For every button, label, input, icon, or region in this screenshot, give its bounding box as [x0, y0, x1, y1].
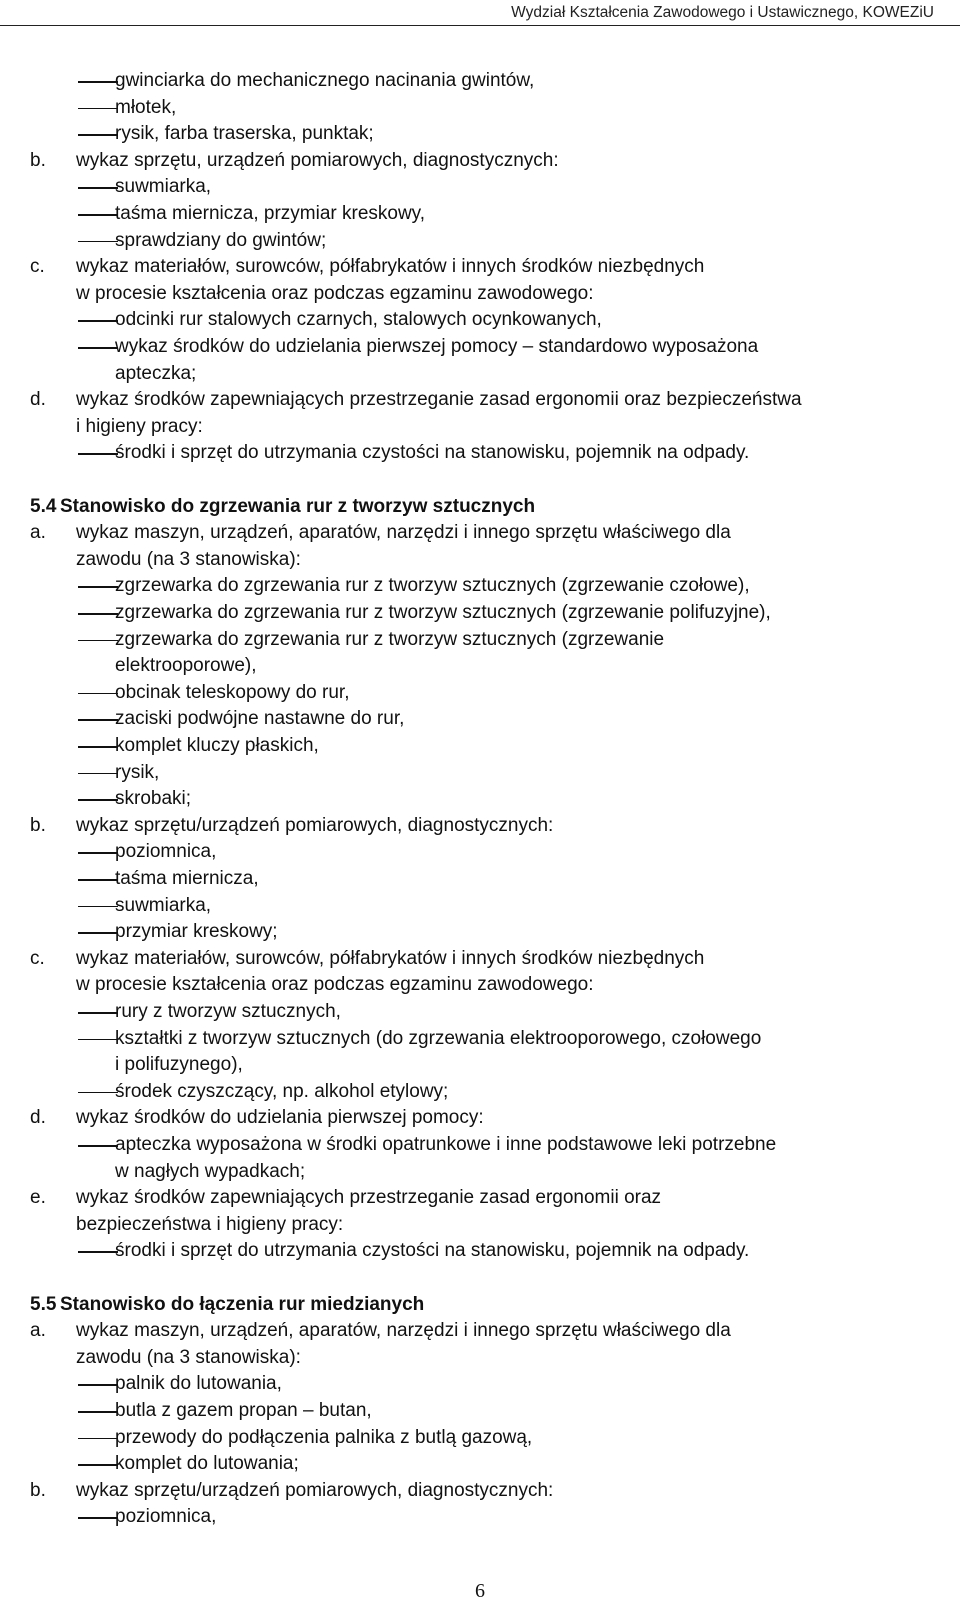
- document-line: [0, 307, 960, 333]
- list-marker: b.: [30, 149, 46, 171]
- document-line: [0, 414, 960, 440]
- document-line: [0, 1451, 960, 1477]
- dash-bullet: [78, 1438, 118, 1440]
- continuation-text: w nagłych wypadkach;: [115, 1160, 306, 1182]
- list-item-text: wykaz materiałów, surowców, półfabrykatów i innych środków niezbędnych: [76, 256, 705, 278]
- list-item-text: rysik, farba traserska, punktak;: [115, 123, 374, 145]
- continuation-text: zawodu (na 3 stanowiska):: [76, 1346, 301, 1368]
- dash-bullet: [78, 719, 118, 721]
- document-line: [0, 440, 960, 466]
- list-item-text: zgrzewarka do zgrzewania rur z tworzyw sztucznych (zgrzewanie polifuzyjne),: [115, 602, 771, 623]
- list-item-text: rysik,: [115, 761, 160, 783]
- dash-bullet: [78, 932, 118, 934]
- list-item-text: wykaz materiałów, surowców, półfabrykatów i innych środków niezbędnych: [76, 947, 705, 969]
- document-line: [0, 733, 960, 759]
- list-item-text: wykaz środków zapewniających przestrzeganie zasad ergonomii oraz bezpieczeństwa: [76, 389, 802, 411]
- continuation-text: bezpieczeństwa i higieny pracy:: [76, 1213, 344, 1235]
- continuation-text: i higieny pracy:: [76, 415, 203, 437]
- list-marker: d.: [30, 389, 46, 411]
- list-item-text: środki i sprzęt do utrzymania czystości na stanowisku, pojemnik na odpady.: [115, 442, 750, 464]
- list-marker: c.: [30, 256, 45, 278]
- document-line: [0, 68, 960, 94]
- list-item-text: wykaz sprzętu/urządzeń pomiarowych, diagnostycznych:: [76, 1479, 554, 1501]
- document-line: [0, 148, 960, 174]
- list-item-text: kształtki z tworzyw sztucznych (do zgrzewania elektrooporowego, czołowego: [115, 1027, 762, 1049]
- dash-bullet: [78, 214, 118, 216]
- dash-bullet: [78, 773, 118, 775]
- continuation-text: elektrooporowe),: [115, 655, 257, 677]
- list-item-text: obcinak teleskopowy do rur,: [115, 681, 350, 703]
- list-item-text: gwinciarka do mechanicznego nacinania gwintów,: [115, 70, 535, 91]
- list-marker: c.: [30, 947, 45, 969]
- list-item-text: komplet do lutowania;: [115, 1453, 299, 1475]
- dash-bullet: [78, 1012, 118, 1014]
- document-line: [0, 1238, 960, 1264]
- list-item-text: wykaz sprzętu/urządzeń pomiarowych, diagnostycznych:: [76, 814, 554, 836]
- section-number: 5.4: [30, 495, 57, 517]
- list-item-text: przewody do podłączenia palnika z butlą gazową,: [115, 1426, 533, 1448]
- section-number: 5.5: [30, 1293, 57, 1315]
- dash-bullet: [78, 693, 118, 695]
- continuation-text: zawodu (na 3 stanowiska):: [76, 548, 301, 570]
- document-line: [0, 760, 960, 786]
- document-line: [0, 95, 960, 121]
- list-item-text: poziomnica,: [115, 1506, 217, 1528]
- list-item-text: zgrzewarka do zgrzewania rur z tworzyw sztucznych (zgrzewanie: [115, 628, 665, 650]
- list-item-text: taśma miernicza, przymiar kreskowy,: [115, 203, 426, 224]
- document-line: [0, 121, 960, 147]
- list-marker: b.: [30, 1479, 46, 1501]
- document-line: [0, 1132, 960, 1158]
- list-item-text: młotek,: [115, 96, 177, 118]
- document-line: [0, 547, 960, 573]
- dash-bullet: [78, 453, 118, 455]
- document-line: [0, 254, 960, 280]
- document-line: [0, 946, 960, 972]
- section-heading: [0, 494, 960, 520]
- document-line: [0, 706, 960, 732]
- list-item-text: wykaz sprzętu, urządzeń pomiarowych, diagnostycznych:: [76, 149, 559, 171]
- list-item-text: butla z gazem propan – butan,: [115, 1400, 372, 1421]
- dash-bullet: [78, 586, 118, 588]
- dash-bullet: [78, 799, 118, 801]
- list-item-text: zgrzewarka do zgrzewania rur z tworzyw sztucznych (zgrzewanie czołowe),: [115, 575, 750, 597]
- document-line: [0, 334, 960, 360]
- continuation-text: apteczka;: [115, 362, 197, 384]
- list-item-text: palnik do lutowania,: [115, 1373, 282, 1395]
- dash-bullet: [78, 241, 118, 243]
- document-line: [0, 573, 960, 599]
- list-item-text: suwmiarka,: [115, 894, 212, 916]
- dash-bullet: [78, 1384, 118, 1386]
- dash-bullet: [78, 746, 118, 748]
- document-line: [0, 387, 960, 413]
- document-line: [0, 1026, 960, 1052]
- list-item-text: suwmiarka,: [115, 176, 212, 198]
- dash-bullet: [78, 320, 118, 322]
- document-line: [0, 1425, 960, 1451]
- list-marker: d.: [30, 1107, 46, 1129]
- document-line: [0, 1079, 960, 1105]
- blank-line: [0, 467, 960, 493]
- list-marker: a.: [30, 522, 46, 544]
- dash-bullet: [78, 187, 118, 189]
- dash-bullet: [78, 1092, 118, 1094]
- dash-bullet: [78, 613, 118, 615]
- dash-bullet: [78, 81, 118, 83]
- dash-bullet: [78, 640, 118, 642]
- running-header: Wydział Kształcenia Zawodowego i Ustawicznego, KOWEZiU: [511, 4, 934, 21]
- list-marker: a.: [30, 1320, 46, 1342]
- document-line: [0, 361, 960, 387]
- dash-bullet: [78, 347, 118, 349]
- list-item-text: komplet kluczy płaskich,: [115, 735, 319, 756]
- document-line: [0, 893, 960, 919]
- document-line: [0, 281, 960, 307]
- dash-bullet: [78, 108, 118, 110]
- continuation-text: i polifuzynego),: [115, 1054, 243, 1076]
- document-line: [0, 1478, 960, 1504]
- document-line: [0, 1052, 960, 1078]
- section-title: Stanowisko do łączenia rur miedzianych: [60, 1293, 425, 1315]
- continuation-text: w procesie kształcenia oraz podczas egzaminu zawodowego:: [76, 974, 594, 996]
- document-line: [0, 1345, 960, 1371]
- list-item-text: sprawdziany do gwintów;: [115, 229, 327, 251]
- document-line: [0, 919, 960, 945]
- dash-bullet: [78, 1411, 118, 1413]
- document-line: [0, 1318, 960, 1344]
- document-line: [0, 174, 960, 200]
- blank-line: [0, 1265, 960, 1291]
- document-line: [0, 786, 960, 812]
- document-line: [0, 1105, 960, 1131]
- header-rule: [0, 25, 960, 26]
- document-line: [0, 228, 960, 254]
- document-line: [0, 600, 960, 626]
- document-line: [0, 1185, 960, 1211]
- dash-bullet: [78, 906, 118, 908]
- list-item-text: apteczka wyposażona w środki opatrunkowe i inne podstawowe leki potrzebne: [115, 1134, 777, 1155]
- page-number: 6: [475, 1580, 485, 1602]
- document-line: [0, 1159, 960, 1185]
- document-line: [0, 1371, 960, 1397]
- document-line: [0, 813, 960, 839]
- list-item-text: poziomnica,: [115, 841, 217, 863]
- document-line: [0, 680, 960, 706]
- document-line: [0, 866, 960, 892]
- list-item-text: wykaz maszyn, urządzeń, aparatów, narzędzi i innego sprzętu właściwego dla: [76, 522, 731, 544]
- list-item-text: zaciski podwójne nastawne do rur,: [115, 708, 405, 730]
- section-title: Stanowisko do zgrzewania rur z tworzyw sztucznych: [60, 495, 536, 517]
- list-item-text: wykaz maszyn, urządzeń, aparatów, narzędzi i innego sprzętu właściwego dla: [76, 1320, 731, 1342]
- list-marker: e.: [30, 1187, 46, 1209]
- dash-bullet: [78, 1251, 118, 1253]
- document-line: [0, 999, 960, 1025]
- list-item-text: przymiar kreskowy;: [115, 921, 278, 943]
- document-line: [0, 653, 960, 679]
- list-marker: b.: [30, 814, 46, 836]
- dash-bullet: [78, 852, 118, 854]
- dash-bullet: [78, 134, 118, 136]
- document-line: [0, 520, 960, 546]
- document-line: [0, 839, 960, 865]
- dash-bullet: [78, 1039, 118, 1041]
- document-line: [0, 972, 960, 998]
- document-line: [0, 1212, 960, 1238]
- document-line: [0, 1398, 960, 1424]
- continuation-text: w procesie kształcenia oraz podczas egzaminu zawodowego:: [76, 282, 594, 304]
- list-item-text: wykaz środków do udzielania pierwszej pomocy:: [76, 1107, 484, 1129]
- list-item-text: skrobaki;: [115, 788, 192, 810]
- section-heading: [0, 1292, 960, 1318]
- dash-bullet: [78, 879, 118, 881]
- document-line: [0, 627, 960, 653]
- document-line: [0, 201, 960, 227]
- list-item-text: rury z tworzyw sztucznych,: [115, 1001, 341, 1022]
- dash-bullet: [78, 1464, 118, 1466]
- list-item-text: wykaz środków zapewniających przestrzeganie zasad ergonomii oraz: [76, 1187, 662, 1209]
- list-item-text: odcinki rur stalowych czarnych, stalowych ocynkowanych,: [115, 309, 602, 331]
- dash-bullet: [78, 1517, 118, 1519]
- dash-bullet: [78, 1145, 118, 1147]
- list-item-text: taśma miernicza,: [115, 868, 259, 889]
- list-item-text: środki i sprzęt do utrzymania czystości na stanowisku, pojemnik na odpady.: [115, 1240, 750, 1262]
- document-line: [0, 1504, 960, 1530]
- list-item-text: środek czyszczący, np. alkohol etylowy;: [115, 1080, 449, 1102]
- list-item-text: wykaz środków do udzielania pierwszej pomocy – standardowo wyposażona: [115, 336, 759, 357]
